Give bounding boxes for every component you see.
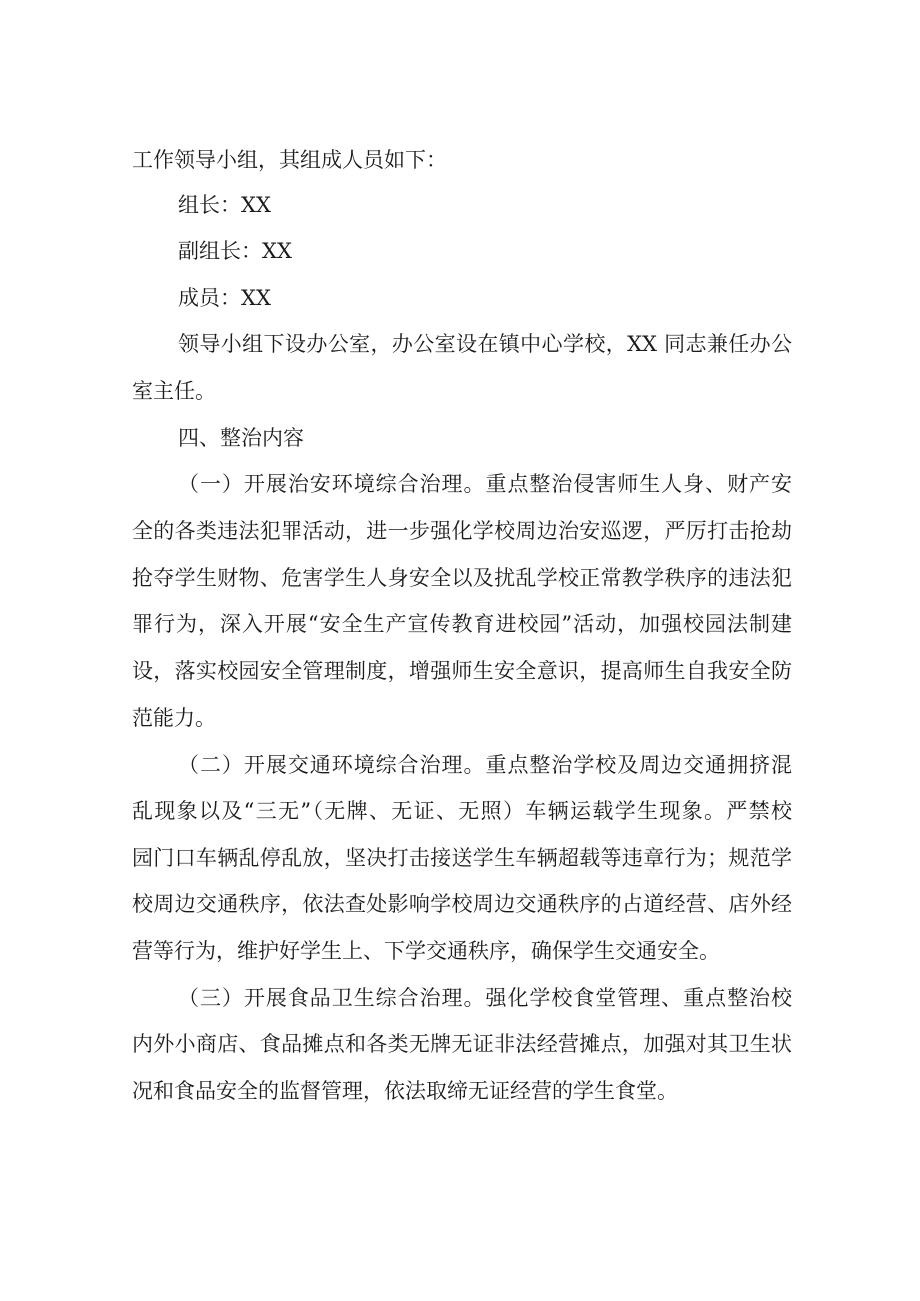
paragraph-line: 室主任。 bbox=[132, 379, 216, 403]
paragraph-line: （二）开展交通环境综合治理。重点整治学校及周边交通拥挤混 bbox=[178, 753, 792, 777]
paragraph-line: 营等行为，维护好学生上、下学交通秩序，确保学生交通安全。 bbox=[132, 939, 720, 963]
paragraph-line: 内外小商店、食品摊点和各类无牌无证非法经营摊点，加强对其卫生状 bbox=[132, 1032, 792, 1056]
paragraph-line: 校周边交通秩序，依法查处影响学校周边交通秩序的占道经营、店外经 bbox=[132, 892, 792, 916]
paragraph-line: 乱现象以及“三无”（无牌、无证、无照）车辆运载学生现象。严禁校 bbox=[132, 799, 792, 823]
paragraph-line: 设，落实校园安全管理制度，增强师生安全意识，提高师生自我安全防 bbox=[132, 659, 792, 683]
paragraph-line: （三）开展食品卫生综合治理。强化学校食堂管理、重点整治校 bbox=[178, 986, 792, 1010]
members-line: 成员：XX bbox=[178, 286, 271, 310]
paragraph-line: （一）开展治安环境综合治理。重点整治侵害师生人身、财产安 bbox=[178, 472, 792, 496]
paragraph-line: 况和食品安全的监督管理，依法取缔无证经营的学生食堂。 bbox=[132, 1079, 678, 1103]
paragraph-line: 罪行为，深入开展“安全生产宣传教育进校园”活动，加强校园法制建 bbox=[132, 612, 792, 636]
paragraph-line: 领导小组下设办公室，办公室设在镇中心学校，XX 同志兼任办公 bbox=[178, 332, 792, 356]
paragraph-line: 全的各类违法犯罪活动，进一步强化学校周边治安巡逻，严厉打击抢劫 bbox=[132, 519, 792, 543]
deputy-leader-line: 副组长：XX bbox=[178, 239, 292, 263]
paragraph-line: 范能力。 bbox=[132, 706, 216, 730]
paragraph-line: 抢夺学生财物、危害学生人身安全以及扰乱学校正常教学秩序的违法犯 bbox=[132, 566, 792, 590]
paragraph-line: 园门口车辆乱停乱放，坚决打击接送学生车辆超载等违章行为；规范学 bbox=[132, 846, 792, 870]
leader-line: 组长：XX bbox=[178, 193, 271, 217]
section-heading: 四、整治内容 bbox=[178, 426, 304, 450]
intro-line: 工作领导小组，其组成人员如下： bbox=[132, 148, 447, 172]
